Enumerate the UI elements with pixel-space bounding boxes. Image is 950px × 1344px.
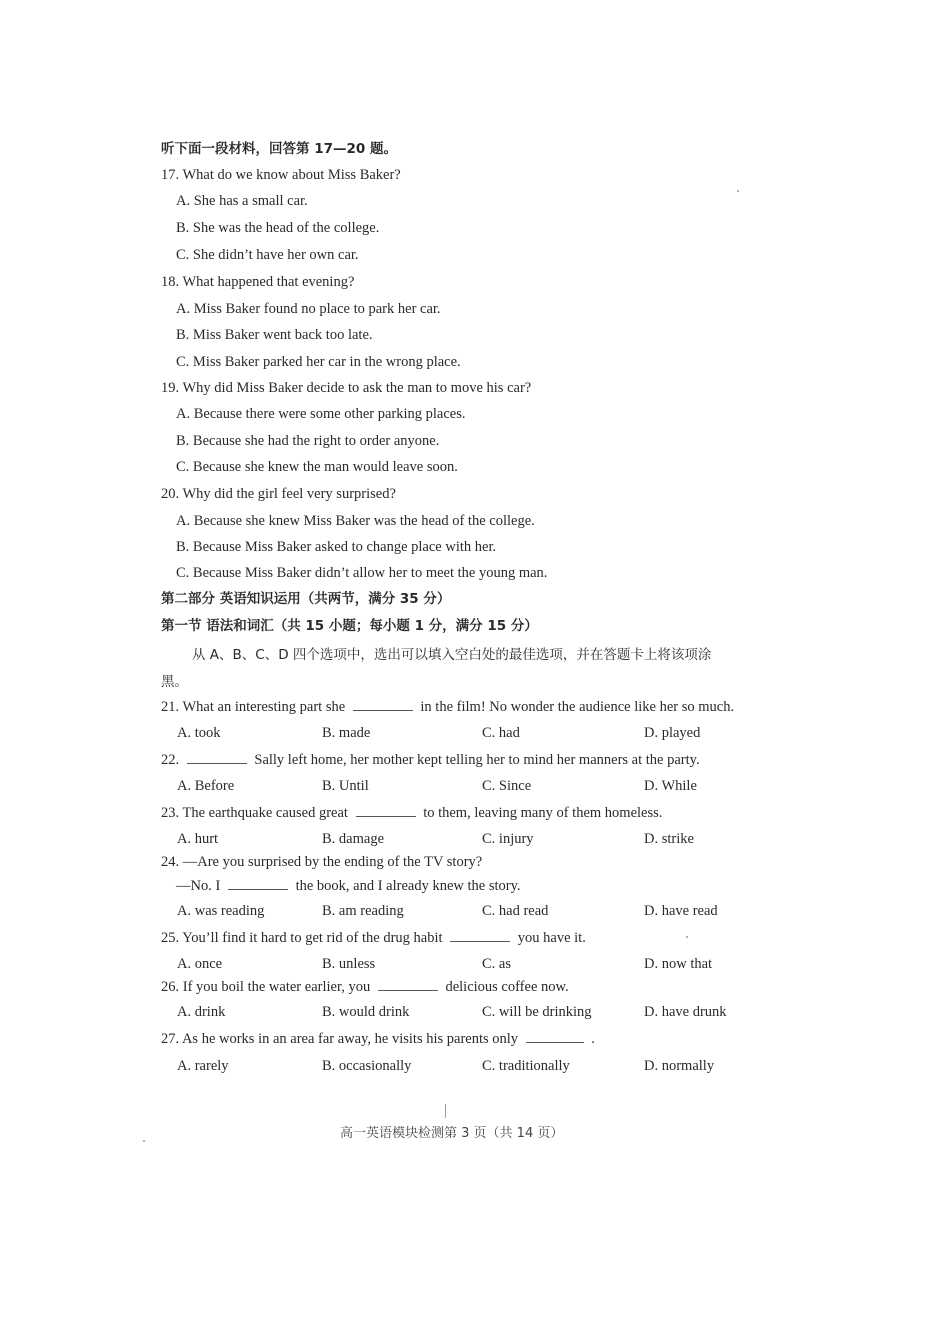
question-22-number: 22.	[161, 752, 180, 768]
question-25-options	[177, 954, 797, 974]
scan-mark	[445, 1104, 446, 1118]
answer-blank	[187, 751, 247, 764]
listening-section-intro: 听下面一段材料，回答第 17—20 题。	[161, 141, 397, 157]
question-17: 17. What do we know about Miss Baker?	[161, 167, 401, 183]
question-20-option-a: A. Because she knew Miss Baker was the head of the college.	[176, 513, 535, 529]
question-21-stem-start: 21. What an interesting part she	[161, 699, 346, 715]
question-22	[161, 750, 700, 770]
answer-blank	[353, 698, 413, 711]
question-26	[161, 977, 569, 997]
question-17-option-a: A. She has a small car.	[176, 193, 308, 209]
option-c: C. Since	[482, 778, 532, 794]
question-22-stem: Sally left home, her mother kept telling her to mind her manners at the party.	[254, 752, 700, 768]
question-24-reply	[176, 876, 521, 896]
option-d: D. While	[644, 778, 697, 794]
option-a: A. once	[177, 956, 223, 972]
question-19-option-a: A. Because there were some other parking places.	[176, 406, 466, 422]
question-18-option-c: C. Miss Baker parked her car in the wrong place.	[176, 354, 461, 370]
option-b: B. damage	[322, 831, 385, 847]
scan-speck	[143, 1140, 145, 1142]
question-18-option-a: A. Miss Baker found no place to park her car.	[176, 301, 441, 317]
question-23	[161, 803, 662, 823]
question-24-reply-start: —No. I	[176, 878, 221, 894]
question-19-option-b: B. Because she had the right to order anyone.	[176, 433, 440, 449]
question-27-stem-end: .	[591, 1031, 595, 1047]
option-a: A. hurt	[177, 831, 219, 847]
answer-blank	[228, 877, 288, 890]
question-20-option-b: B. Because Miss Baker asked to change place with her.	[176, 539, 497, 555]
question-17-option-c: C. She didn’t have her own car.	[176, 247, 359, 263]
option-d: D. strike	[644, 831, 694, 847]
question-19-option-c: C. Because she knew the man would leave soon.	[176, 459, 458, 475]
question-21-stem-end: in the film! No wonder the audience like her so much.	[420, 699, 735, 715]
option-d: D. have drunk	[644, 1004, 727, 1020]
option-b: B. am reading	[322, 903, 404, 919]
option-c: C. will be drinking	[482, 1004, 592, 1020]
option-a: A. Before	[177, 778, 235, 794]
option-a: A. took	[177, 725, 221, 741]
option-d: D. now that	[644, 956, 713, 972]
option-c: C. injury	[482, 831, 534, 847]
option-b: B. would drink	[322, 1004, 410, 1020]
question-19: 19. Why did Miss Baker decide to ask the man to move his car?	[161, 380, 532, 396]
instructions-line-1: 从 A、B、C、D 四个选项中，选出可以填入空白处的最佳选项，并在答题卡上将该项涂	[192, 647, 712, 663]
question-27-stem: 27. As he works in an area far away, he visits his parents only	[161, 1031, 519, 1047]
question-25-stem-start: 25. You’ll find it hard to get rid of the drug habit	[161, 930, 443, 946]
answer-blank	[450, 929, 510, 942]
question-25-stem-end: you have it.	[517, 930, 586, 946]
question-26-stem-start: 26. If you boil the water earlier, you	[161, 979, 371, 995]
option-b: B. occasionally	[322, 1058, 412, 1074]
option-a: A. drink	[177, 1004, 226, 1020]
option-c: C. had read	[482, 903, 549, 919]
question-27-options	[177, 1056, 797, 1076]
question-20-option-c: C. Because Miss Baker didn’t allow her to meet the young man.	[176, 565, 548, 581]
question-25	[161, 928, 586, 948]
option-c: C. as	[482, 956, 511, 972]
scan-speck	[686, 936, 688, 938]
question-21-options	[177, 723, 797, 743]
section-one-title: 第一节 语法和词汇（共 15 小题；每小题 1 分，满分 15 分）	[161, 618, 538, 634]
option-b: B. Until	[322, 778, 369, 794]
option-a: A. rarely	[177, 1058, 229, 1074]
question-21	[161, 697, 734, 717]
page-footer: 高一英语模块检测第 3 页（共 14 页）	[340, 1126, 564, 1141]
instructions-line-2: 黑。	[161, 674, 188, 690]
part-two-title: 第二部分 英语知识运用（共两节，满分 35 分）	[161, 591, 451, 607]
option-a: A. was reading	[177, 903, 265, 919]
question-22-options	[177, 776, 797, 796]
question-20: 20. Why did the girl feel very surprised?	[161, 486, 396, 502]
question-18-option-b: B. Miss Baker went back too late.	[176, 327, 373, 343]
option-d: D. played	[644, 725, 701, 741]
question-24-reply-end: the book, and I already knew the story.	[295, 878, 521, 894]
option-b: B. made	[322, 725, 371, 741]
question-24-options	[177, 901, 797, 921]
option-d: D. have read	[644, 903, 718, 919]
question-26-stem-end: delicious coffee now.	[445, 979, 569, 995]
question-23-stem-end: to them, leaving many of them homeless.	[423, 805, 663, 821]
option-c: C. traditionally	[482, 1058, 570, 1074]
answer-blank	[378, 978, 438, 991]
answer-blank	[526, 1030, 584, 1043]
question-27	[161, 1029, 595, 1049]
question-23-stem-start: 23. The earthquake caused great	[161, 805, 348, 821]
question-24: 24. —Are you surprised by the ending of the TV story?	[161, 854, 483, 870]
option-d: D. normally	[644, 1058, 715, 1074]
option-c: C. had	[482, 725, 520, 741]
question-23-options	[177, 829, 797, 849]
answer-blank	[356, 804, 416, 817]
scan-speck	[737, 190, 739, 192]
question-26-options	[177, 1002, 797, 1022]
question-17-option-b: B. She was the head of the college.	[176, 220, 380, 236]
option-b: B. unless	[322, 956, 376, 972]
question-18: 18. What happened that evening?	[161, 274, 355, 290]
